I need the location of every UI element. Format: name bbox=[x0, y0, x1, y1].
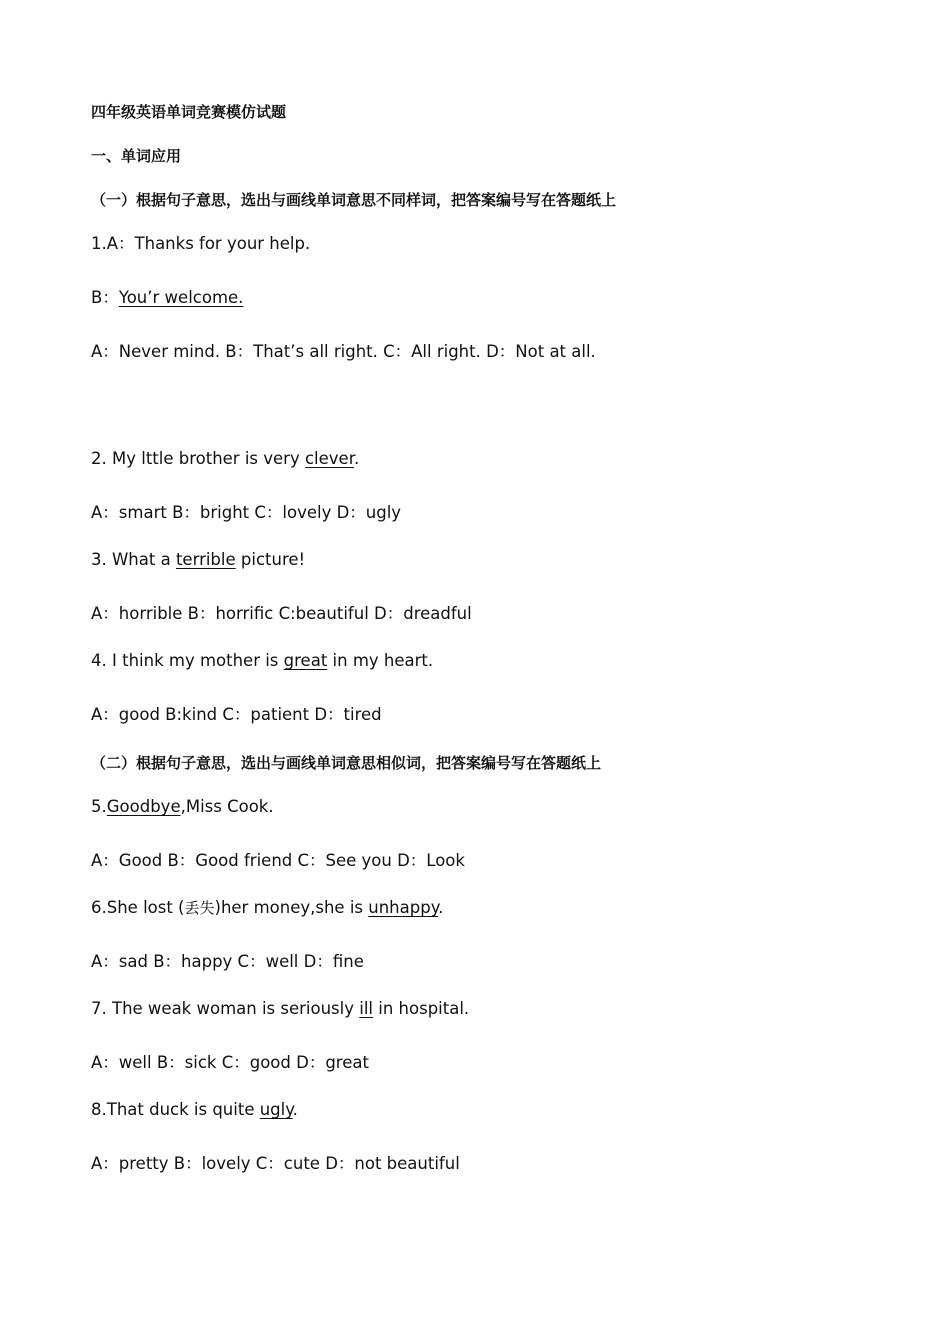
question-text: . bbox=[353, 449, 360, 468]
underlined-word: clever bbox=[304, 449, 354, 468]
question-2 bbox=[91, 449, 359, 469]
question-6 bbox=[91, 898, 443, 918]
question-text: in my heart. bbox=[327, 651, 434, 670]
question-text: 3. What a bbox=[91, 550, 176, 569]
underlined-word: ill bbox=[359, 999, 374, 1018]
question-text: in hospital. bbox=[373, 999, 470, 1018]
part-two-instruction: （二）根据句子意思，选出与画线单词意思相似词，把答案编号写在答题纸上 bbox=[91, 754, 602, 772]
question-text: 8.That duck is quite bbox=[91, 1100, 260, 1119]
question-1-a: 1.A：Thanks for your help. bbox=[91, 234, 311, 253]
question-text: 6.She lost ( bbox=[91, 898, 185, 917]
chinese-gloss: 丢失 bbox=[184, 899, 215, 917]
underlined-word: great bbox=[283, 651, 328, 670]
question-text: 5. bbox=[91, 797, 107, 816]
question-text: ,Miss Cook. bbox=[180, 797, 274, 816]
question-3 bbox=[91, 550, 305, 570]
document-title: 四年级英语单词竞赛模仿试题 bbox=[91, 103, 287, 121]
question-text: picture! bbox=[235, 550, 306, 569]
question-text: . bbox=[292, 1100, 298, 1119]
question-1-options: A：Never mind. B：That’s all right. C：All right. D：Not at all. bbox=[91, 342, 596, 361]
underlined-word: ugly bbox=[259, 1100, 293, 1119]
underlined-word: You’r welcome. bbox=[118, 288, 244, 307]
underlined-word: terrible bbox=[175, 550, 236, 569]
underlined-word: unhappy bbox=[368, 898, 439, 917]
part-one-instruction: （一）根据句子意思，选出与画线单词意思不同样词，把答案编号写在答题纸上 bbox=[91, 191, 617, 209]
question-8 bbox=[91, 1100, 298, 1120]
question-text: . bbox=[438, 898, 444, 917]
question-text: 2. My lttle brother is very bbox=[91, 449, 305, 468]
question-3-options: A：horrible B：horrific C:beautiful D：dreadful bbox=[91, 604, 472, 623]
question-7 bbox=[91, 999, 469, 1019]
question-text: 4. I think my mother is bbox=[91, 651, 284, 670]
question-4-options: A：good B:kind C：patient D：tired bbox=[91, 705, 382, 724]
underlined-word: Goodbye bbox=[106, 797, 181, 816]
question-text: )her money,she is bbox=[214, 898, 369, 917]
question-4 bbox=[91, 651, 433, 671]
speaker-label: B： bbox=[91, 288, 119, 307]
question-8-options: A：pretty B：lovely C：cute D：not beautiful bbox=[91, 1154, 460, 1173]
question-2-options: A：smart B：bright C：lovely D：ugly bbox=[91, 503, 402, 522]
question-7-options: A：well B：sick C：good D：great bbox=[91, 1053, 369, 1072]
question-text: 7. The weak woman is seriously bbox=[91, 999, 360, 1018]
section-heading: 一、单词应用 bbox=[91, 147, 182, 165]
question-6-options: A：sad B：happy C：well D：fine bbox=[91, 952, 364, 971]
question-5 bbox=[91, 797, 274, 817]
question-5-options: A：Good B：Good friend C：See you D：Look bbox=[91, 851, 465, 870]
question-1-b bbox=[91, 288, 243, 308]
